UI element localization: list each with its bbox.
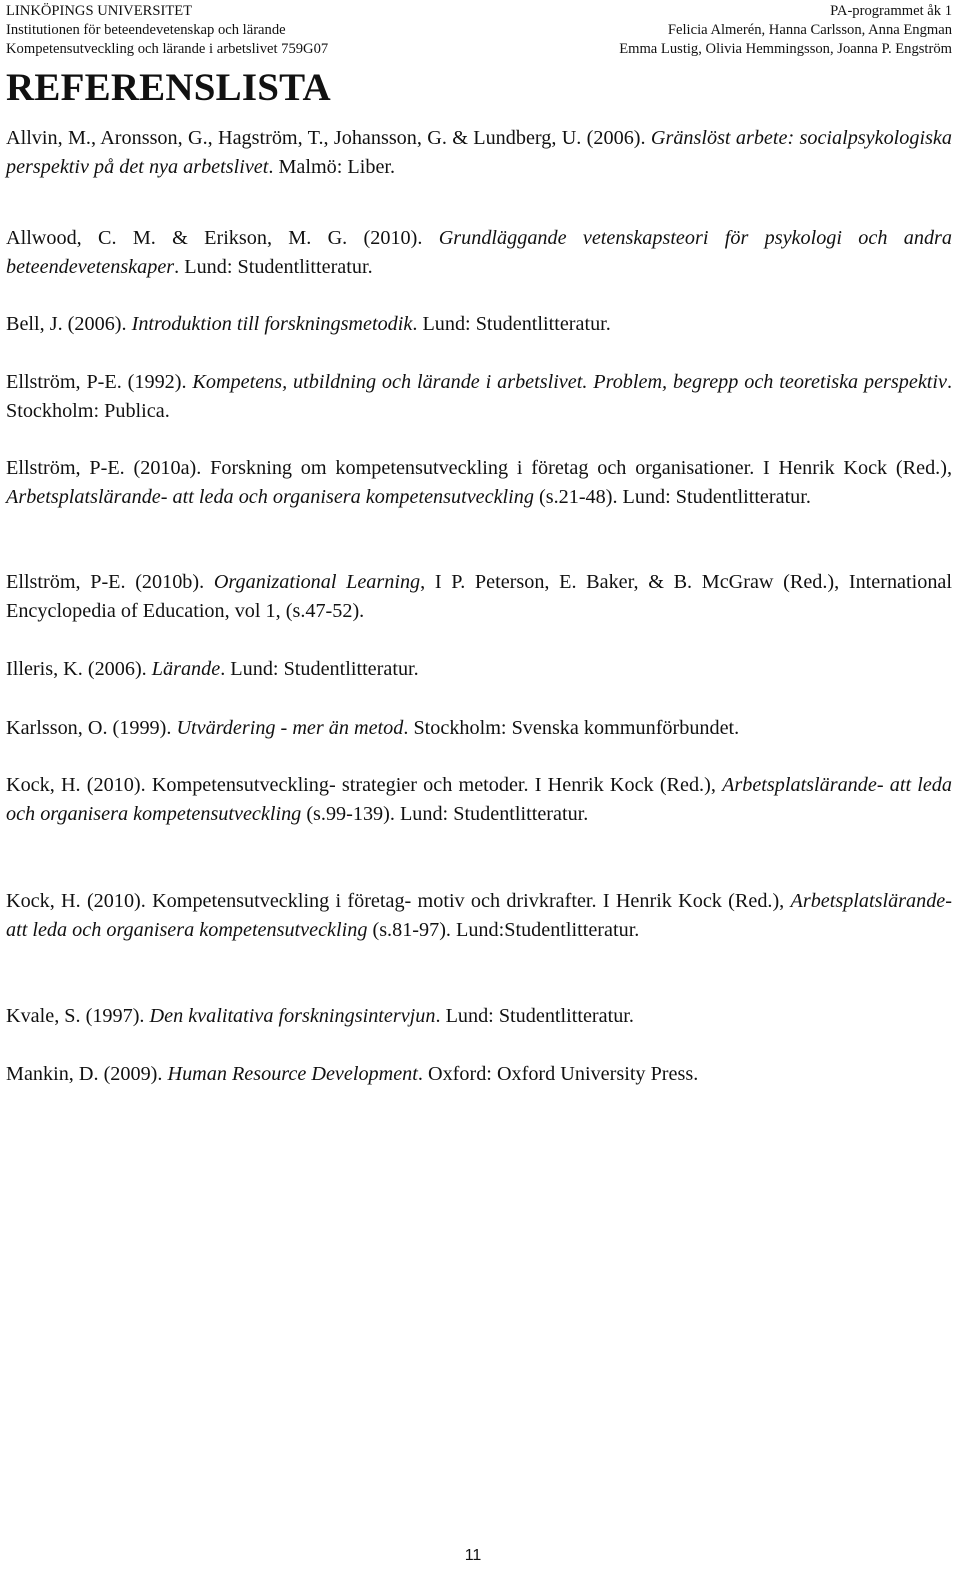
reference-item <box>6 655 952 684</box>
reference-title: Gränslöst arbete: socialpsykologiska perspektiv på det nya arbetslivet <box>6 127 952 178</box>
reference-title: Grundläggande vetenskapsteori för psykologi och andra beteendevetenskaper <box>6 227 952 278</box>
reference-title: Introduktion till forskningsmetodik <box>131 313 413 335</box>
page-title: REFERENSLISTA <box>6 66 331 109</box>
reference-text: . Oxford: Oxford University Press. <box>417 1063 699 1085</box>
reference-text: Ellström, P-E. (2010a). Forskning om kompetensutveckling i företag och organisationer. I Henrik Kock (Red.), <box>6 457 952 479</box>
reference-item <box>6 1060 952 1089</box>
reference-text: . Lund: Studentlitteratur. <box>412 313 611 335</box>
reference-item <box>6 771 952 829</box>
reference-text: . Stockholm: Publica. <box>6 371 953 422</box>
reference-text: , I P. Peterson, E. Baker, & B. McGraw (Red.), International Encyclopedia of Education, vol 1, (s.47-52). <box>6 571 952 622</box>
reference-title: Utvärdering - mer än metod <box>176 717 404 739</box>
reference-text: Illeris, K. (2006). <box>6 658 152 680</box>
reference-text: Allvin, M., Aronsson, G., Hagström, T., Johansson, G. & Lundberg, U. (2006). <box>6 127 651 149</box>
reference-text: . Lund: Studentlitteratur. <box>435 1005 634 1027</box>
page-number: 11 <box>464 1547 482 1564</box>
reference-item <box>6 224 952 282</box>
reference-text: . Stockholm: Svenska kommunförbundet. <box>403 717 740 739</box>
header-authors-line-1: Felicia Almerén, Hanna Carlsson, Anna Engman <box>667 22 952 38</box>
reference-text: Kock, H. (2010). Kompetensutveckling i företag- motiv och drivkrafter. I Henrik Kock (Red.), <box>6 890 791 912</box>
header-course: Kompetensutveckling och lärande i arbetslivet 759G07 <box>6 41 329 57</box>
reference-item <box>6 454 952 512</box>
header-left <box>6 2 328 59</box>
reference-title: Arbetsplatslärande- att leda och organisera kompetensutveckling <box>6 774 952 825</box>
reference-text: Ellström, P-E. (1992). <box>6 371 193 393</box>
reference-text: Kock, H. (2010). Kompetensutveckling- strategier och metoder. I Henrik Kock (Red.), <box>6 774 723 796</box>
reference-text: . Lund: Studentlitteratur. <box>174 256 373 278</box>
reference-text: . Lund: Studentlitteratur. <box>220 658 419 680</box>
reference-text: Bell, J. (2006). <box>6 313 132 335</box>
header-authors-line-2: Emma Lustig, Olivia Hemmingsson, Joanna P. Engström <box>619 41 952 57</box>
reference-item <box>6 368 952 426</box>
reference-title: Human Resource Development <box>167 1063 418 1085</box>
reference-text: (s.21-48). Lund: Studentlitteratur. <box>533 486 811 508</box>
reference-title: Kompetens, utbildning och lärande i arbetslivet. Problem, begrepp och teoretiska perspektiv <box>192 371 947 393</box>
reference-text: Mankin, D. (2009). <box>6 1063 168 1085</box>
reference-item <box>6 714 952 743</box>
reference-item <box>6 124 952 182</box>
page-header <box>6 2 952 58</box>
reference-item <box>6 887 952 945</box>
reference-title: Arbetsplatslärande- att leda och organisera kompetensutveckling <box>6 890 952 941</box>
reference-item <box>6 310 952 339</box>
reference-item <box>6 1002 952 1031</box>
header-department: Institutionen för beteendevetenskap och lärande <box>6 22 286 38</box>
header-right <box>619 2 952 59</box>
header-program: PA-programmet åk 1 <box>830 3 952 19</box>
reference-text: (s.99-139). Lund: Studentlitteratur. <box>301 803 589 825</box>
reference-text: Allwood, C. M. & Erikson, M. G. (2010). <box>6 227 439 249</box>
reference-title: Organizational Learning <box>213 571 421 593</box>
reference-text: Kvale, S. (1997). <box>6 1005 150 1027</box>
reference-item <box>6 568 952 626</box>
reference-text: (s.81-97). Lund:Studentlitteratur. <box>367 919 640 941</box>
reference-title: Den kvalitativa forskningsintervjun <box>149 1005 436 1027</box>
header-university: LINKÖPINGS UNIVERSITET <box>6 3 193 19</box>
reference-title: Lärande <box>151 658 221 680</box>
reference-title: Arbetsplatslärande- att leda och organisera kompetensutveckling <box>6 486 534 508</box>
reference-text: Karlsson, O. (1999). <box>6 717 177 739</box>
reference-text: Ellström, P-E. (2010b). <box>6 571 214 593</box>
reference-text: . Malmö: Liber. <box>268 156 396 178</box>
